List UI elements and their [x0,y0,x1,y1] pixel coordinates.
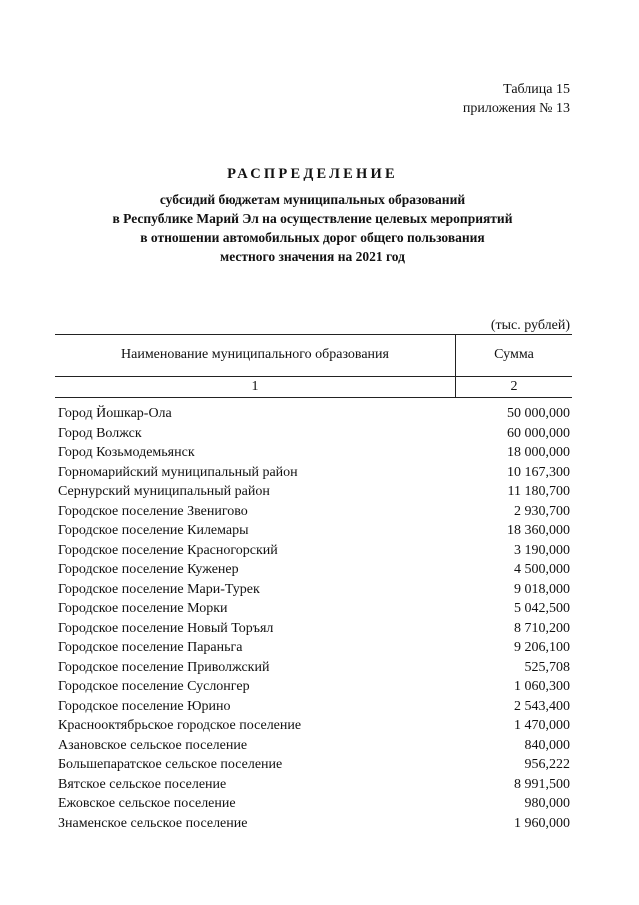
municipality-name: Городское поселение Куженер [58,562,239,577]
header-amount: Сумма [494,347,534,362]
table-row [58,677,570,697]
subsidy-amount: 980,000 [524,796,570,811]
municipality-name: Сернурский муниципальный район [58,484,270,499]
table-row [58,541,570,561]
table-row [58,697,570,717]
municipality-name: Городское поселение Красногорский [58,542,278,558]
table-row [58,775,570,795]
table-row [58,463,570,483]
subsidy-amount: 9 018,000 [514,581,570,597]
municipality-name: Краснооктябрьское городское поселение [58,718,302,733]
table-row [58,502,570,522]
municipality-name: Городское поселение Мари-Турек [58,581,260,597]
municipality-name: Вятское сельское поселение [58,776,227,792]
municipality-name: Городское поселение Морки [58,601,228,616]
column-numbers-divider [55,397,572,398]
column-number-1: 1 [251,379,259,394]
subsidy-amount: 1 060,300 [514,679,570,694]
municipality-name: Городское поселение Приволжский [58,659,270,675]
table-row [58,404,570,424]
table-body [58,404,570,833]
header-divider [55,376,572,377]
subsidy-amount: 2 543,400 [514,698,570,714]
table-row [58,482,570,502]
subsidy-amount: 1 470,000 [514,718,570,733]
subtitle-line: в отношении автомобильных дорог общего пользования [140,230,485,245]
subsidy-amount: 525,708 [524,659,570,675]
subsidy-amount: 60 000,000 [507,425,570,441]
municipality-name: Большепаратское сельское поселение [58,757,283,772]
subsidy-amount: 9 206,100 [514,640,570,655]
table-row [58,755,570,775]
units-label: (тыс. рублей) [490,318,570,333]
table-row [58,658,570,678]
document-title: РАСПРЕДЕЛЕНИЕ [227,166,398,182]
subtitle-line: субсидий бюджетам муниципальных образований [159,192,466,207]
municipality-name: Городское поселение Суслонгер [58,679,250,694]
subsidy-amount: 18 000,000 [507,445,570,460]
table-row [58,560,570,580]
subsidy-amount: 11 180,700 [507,484,570,499]
subtitle-line: в Республике Марий Эл на осуществление целевых мероприятий [112,211,513,226]
subsidy-amount: 4 500,000 [514,562,570,577]
subsidy-amount: 10 167,300 [507,464,570,480]
table-number: Таблица 15 [503,82,570,97]
subsidy-amount: 8 710,200 [514,620,570,636]
municipality-name: Городское поселение Параньга [58,640,243,655]
table-row [58,814,570,834]
table-row [58,580,570,600]
municipality-name: Город Йошкар-Ола [58,406,172,421]
table-reference [463,80,570,118]
municipality-name: Город Волжск [58,425,142,441]
table-row [58,794,570,814]
municipality-name: Городское поселение Килемары [58,523,249,538]
subsidy-amount: 8 991,500 [514,776,570,792]
table-row [58,424,570,444]
municipality-name: Городское поселение Юрино [58,698,231,714]
municipality-name: Азановское сельское поселение [58,737,248,753]
table-row [58,521,570,541]
subsidy-amount: 3 190,000 [514,542,570,558]
subsidy-amount: 1 960,000 [514,815,570,831]
municipality-name: Городское поселение Новый Торъял [58,620,274,636]
subsidy-amount: 5 042,500 [514,601,570,616]
table-row [58,638,570,658]
municipality-name: Город Козьмодемьянск [58,445,195,460]
subsidy-amount: 18 360,000 [507,523,570,538]
subsidy-amount: 956,222 [524,757,570,772]
subtitle-line: местного значения на 2021 год [220,249,405,264]
subsidy-amount: 50 000,000 [507,406,570,421]
table-row [58,599,570,619]
header-name: Наименование муниципального образования [121,347,389,362]
document-heading [40,166,585,266]
table-top-border [55,334,572,335]
subsidy-amount: 2 930,700 [514,503,570,519]
table-row [58,736,570,756]
appendix-number: приложения № 13 [462,101,570,116]
municipality-name: Знаменское сельское поселение [58,815,248,831]
table-row [58,443,570,463]
municipality-name: Ежовское сельское поселение [58,796,236,811]
municipality-name: Горномарийский муниципальный район [58,464,298,480]
table-row [58,716,570,736]
municipality-name: Городское поселение Звенигово [58,503,248,519]
table-row [58,619,570,639]
column-number-2: 2 [510,379,518,394]
subsidy-amount: 840,000 [524,737,570,753]
